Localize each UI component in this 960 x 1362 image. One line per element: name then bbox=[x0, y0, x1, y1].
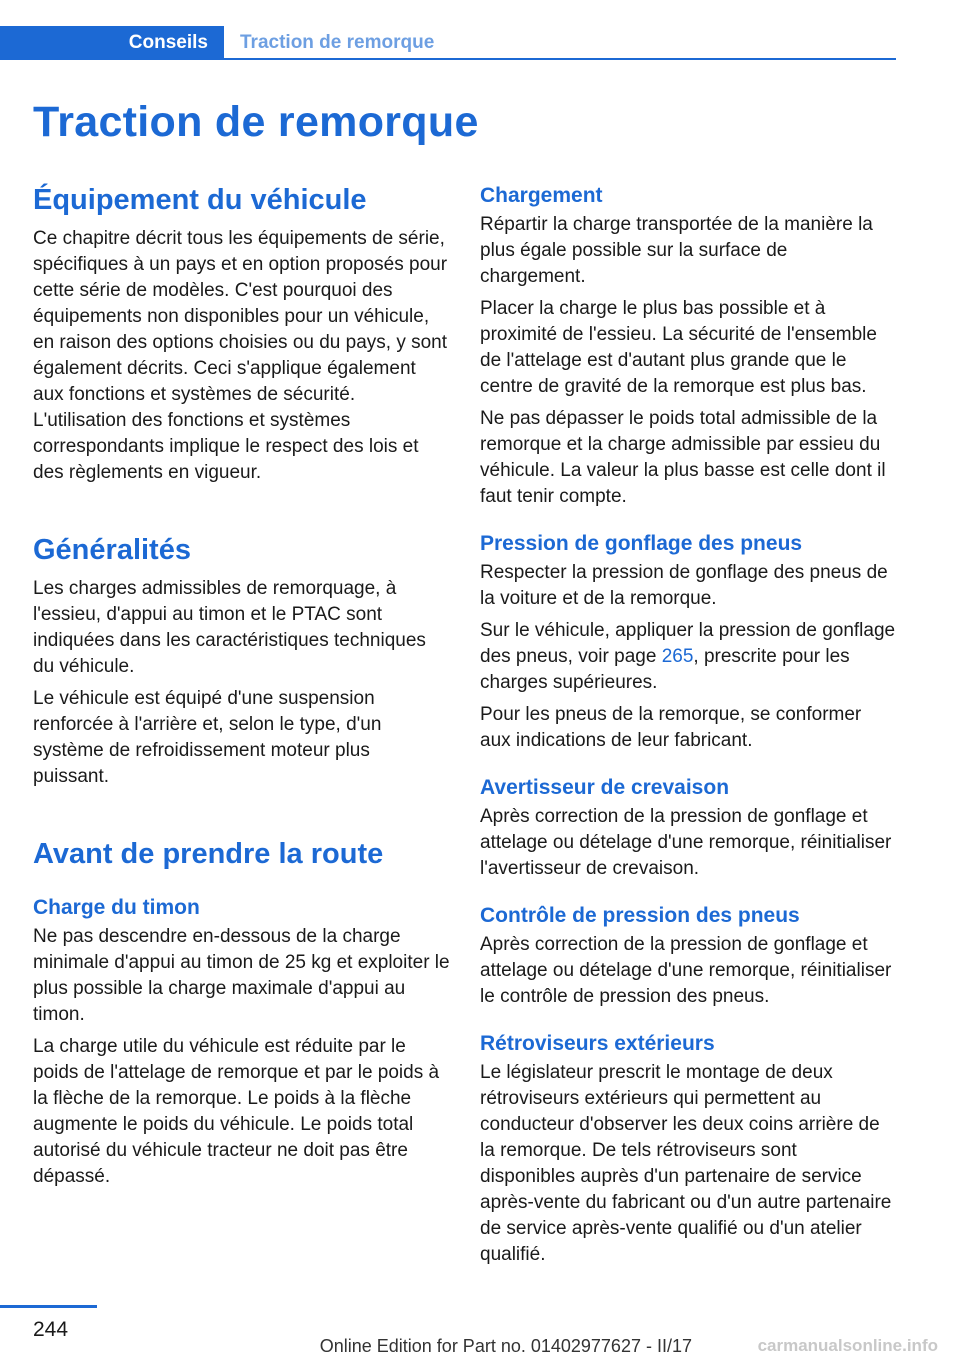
header-bar bbox=[0, 26, 896, 60]
subheading-controle-de-pression: Contrôle de pression des pneus bbox=[480, 904, 800, 927]
paragraph: Répartir la charge transportée de la manière la plus égale possible sur la surface de chargement. bbox=[480, 214, 873, 287]
paragraph: Après correction de la pression de gonflage et attelage ou dételage d'une remorque, réinitialiser l'avertisseur de crevaison. bbox=[480, 806, 892, 879]
left-column bbox=[33, 180, 450, 1196]
paragraph: Ne pas dépasser le poids total admissible de la remorque et la charge admissible par essieu du véhicule. La valeur la plus basse est celle dont il faut tenir compte. bbox=[480, 408, 886, 507]
paragraph: Le véhicule est équipé d'une suspension renforcée à l'arrière et, selon le type, d'un système de refroidissement moteur plus puissant. bbox=[33, 688, 382, 787]
paragraph: Après correction de la pression de gonflage et attelage ou dételage d'une remorque, réinitialiser le contrôle de pression des pneus. bbox=[480, 934, 892, 1007]
paragraph: Les charges admissibles de remorquage, à l'essieu, d'appui au timon et le PTAC sont indiquées dans les caractéristiques techniques du véhicule. bbox=[33, 578, 426, 677]
tab-traction-label: Traction de remorque bbox=[240, 32, 435, 53]
text-fragment: , prescrite pour les charges supérieures. bbox=[480, 646, 850, 693]
heading-generalites: Généralités bbox=[33, 534, 191, 566]
paragraph: Placer la charge le plus bas possible et à proximité de l'essieu. La sécurité de l'ensemble de l'attelage est d'autant plus grande que le centre de gravité de la remorque est plus bas. bbox=[480, 298, 877, 397]
page-number: 244 bbox=[33, 1318, 69, 1341]
tab-conseils-label: Conseils bbox=[128, 32, 208, 53]
watermark: carmanualsonline.info bbox=[757, 1336, 938, 1355]
paragraph: Respecter la pression de gonflage des pneus de la voiture et de la remorque. bbox=[480, 562, 888, 609]
subheading-avertisseur-de-crevaison: Avertisseur de crevaison bbox=[480, 776, 730, 799]
paragraph: Ce chapitre décrit tous les équipements de série, spécifiques à un pays et en option proposés pour cette série de modèles. C'est pourquoi des équipements non disponibles pour un véhicule, en raison des options choisies ou du pays, y sont également décrits. Ceci s'applique également aux fonctions et systèmes de sécurité. L'utilisation des fonctions et systèmes correspondants implique le respect des lois et des règlements en vigueur. bbox=[33, 228, 448, 483]
page-link-265[interactable]: 265 bbox=[661, 646, 694, 667]
right-column bbox=[480, 180, 897, 1274]
subheading-retroviseurs-exterieurs: Rétroviseurs extérieurs bbox=[480, 1032, 715, 1055]
footer-divider bbox=[0, 1305, 97, 1308]
tab-traction-de-remorque[interactable] bbox=[240, 26, 434, 60]
subheading-charge-du-timon: Charge du timon bbox=[33, 896, 200, 919]
subheading-chargement: Chargement bbox=[480, 184, 603, 207]
paragraph: Le législateur prescrit le montage de deux rétroviseurs extérieurs qui permettent au conducteur d'observer les deux coins arrière de la remorque. De tels rétroviseurs sont disponibles auprès d'un partenaire de service après-vente du fabricant ou d'un autre partenaire de service après-vente qualifié ou d'un atelier qualifié. bbox=[480, 1062, 892, 1265]
paragraph: Ne pas descendre en-dessous de la charge minimale d'appui au timon de 25 kg et exploiter le plus possible la charge maximale d'appui au timon. bbox=[33, 926, 450, 1025]
edition-text: Online Edition for Part no. 01402977627 - II/17 bbox=[319, 1336, 692, 1356]
paragraph bbox=[480, 618, 897, 696]
paragraph: Pour les pneus de la remorque, se conformer aux indications de leur fabricant. bbox=[480, 704, 862, 751]
heading-avant-de-prendre-la-route: Avant de prendre la route bbox=[33, 838, 384, 870]
text-fragment: Sur le véhicule, appliquer la pression de gonflage des pneus, voir page bbox=[480, 620, 896, 667]
header-divider bbox=[224, 58, 896, 60]
paragraph: La charge utile du véhicule est réduite par le poids de l'attelage de remorque et par le poids à la flèche de la remorque. Le poids à la flèche augmente le poids du véhicule. Le poids total autorisé du véhicule tracteur ne doit pas être dépassé. bbox=[33, 1036, 440, 1187]
page-title: Traction de remorque bbox=[33, 98, 479, 146]
subheading-pression-de-gonflage: Pression de gonflage des pneus bbox=[480, 532, 803, 555]
heading-equipement: Équipement du véhicule bbox=[33, 184, 367, 216]
tab-conseils[interactable] bbox=[0, 26, 224, 60]
